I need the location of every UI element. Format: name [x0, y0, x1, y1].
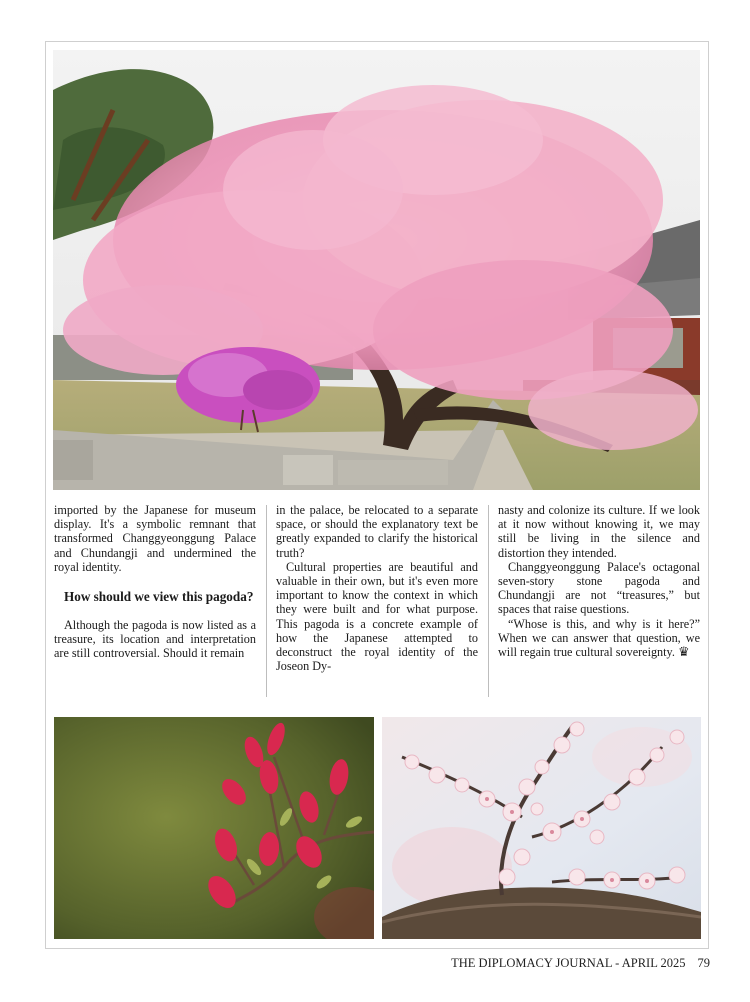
hero-photo-blossom-tree — [53, 50, 700, 490]
article-column-1 — [54, 503, 256, 703]
page-footer — [451, 956, 710, 972]
column-divider — [478, 503, 498, 703]
section-heading: How should we view this pagoda? — [64, 589, 254, 605]
article-paragraph: in the palace, be relocated to a separate space, or should the explanatory text be greatly expanded to clarify the historical truth? — [276, 503, 478, 560]
article-paragraph: imported by the Japanese for museum display. It's a symbolic remnant that transformed Changgyeonggung Palace and Chundangji and undermined the royal identity. — [54, 503, 256, 574]
article-paragraph-text: “Whose is this, and why is it here?” When we can answer that question, we will regain true cultural sovereignty. — [498, 616, 700, 660]
article-column-2 — [276, 503, 478, 703]
article-paragraph: Changgyeonggung Palace's octagonal seven-story stone pagoda and Chundangji are not “treasures,” but spaces that raise questions. — [498, 559, 700, 617]
article-columns — [54, 503, 700, 703]
article-paragraph: Cultural properties are beautiful and valuable in their own, but it's even more important to know the context in which they were built and for what purpose. This pagoda is a concrete example of how the Japanese attempted to deconstruct the royal identity of the Joseon Dy- — [276, 559, 478, 674]
publication-name: THE DIPLOMACY JOURNAL - APRIL 2025 — [451, 956, 686, 970]
article-column-3 — [498, 503, 700, 703]
photo-plum-blossoms — [382, 717, 701, 939]
photo-azalea-buds — [54, 717, 374, 939]
article-paragraph-final — [498, 617, 700, 660]
article-paragraph: Although the pagoda is now listed as a treasure, its location and interpretation are still controversial. Should it remain — [54, 618, 256, 661]
plum-blossom-illustration — [382, 717, 701, 939]
column-divider — [256, 503, 276, 703]
page-number: 79 — [697, 956, 710, 970]
blossom-tree-illustration — [53, 50, 700, 490]
azalea-illustration — [54, 717, 374, 939]
article-paragraph: nasty and colonize its culture. If we look at it now without knowing it, we may still be living in the silence and distortion they intended. — [498, 503, 700, 560]
end-mark-icon: ♛ — [677, 644, 690, 660]
